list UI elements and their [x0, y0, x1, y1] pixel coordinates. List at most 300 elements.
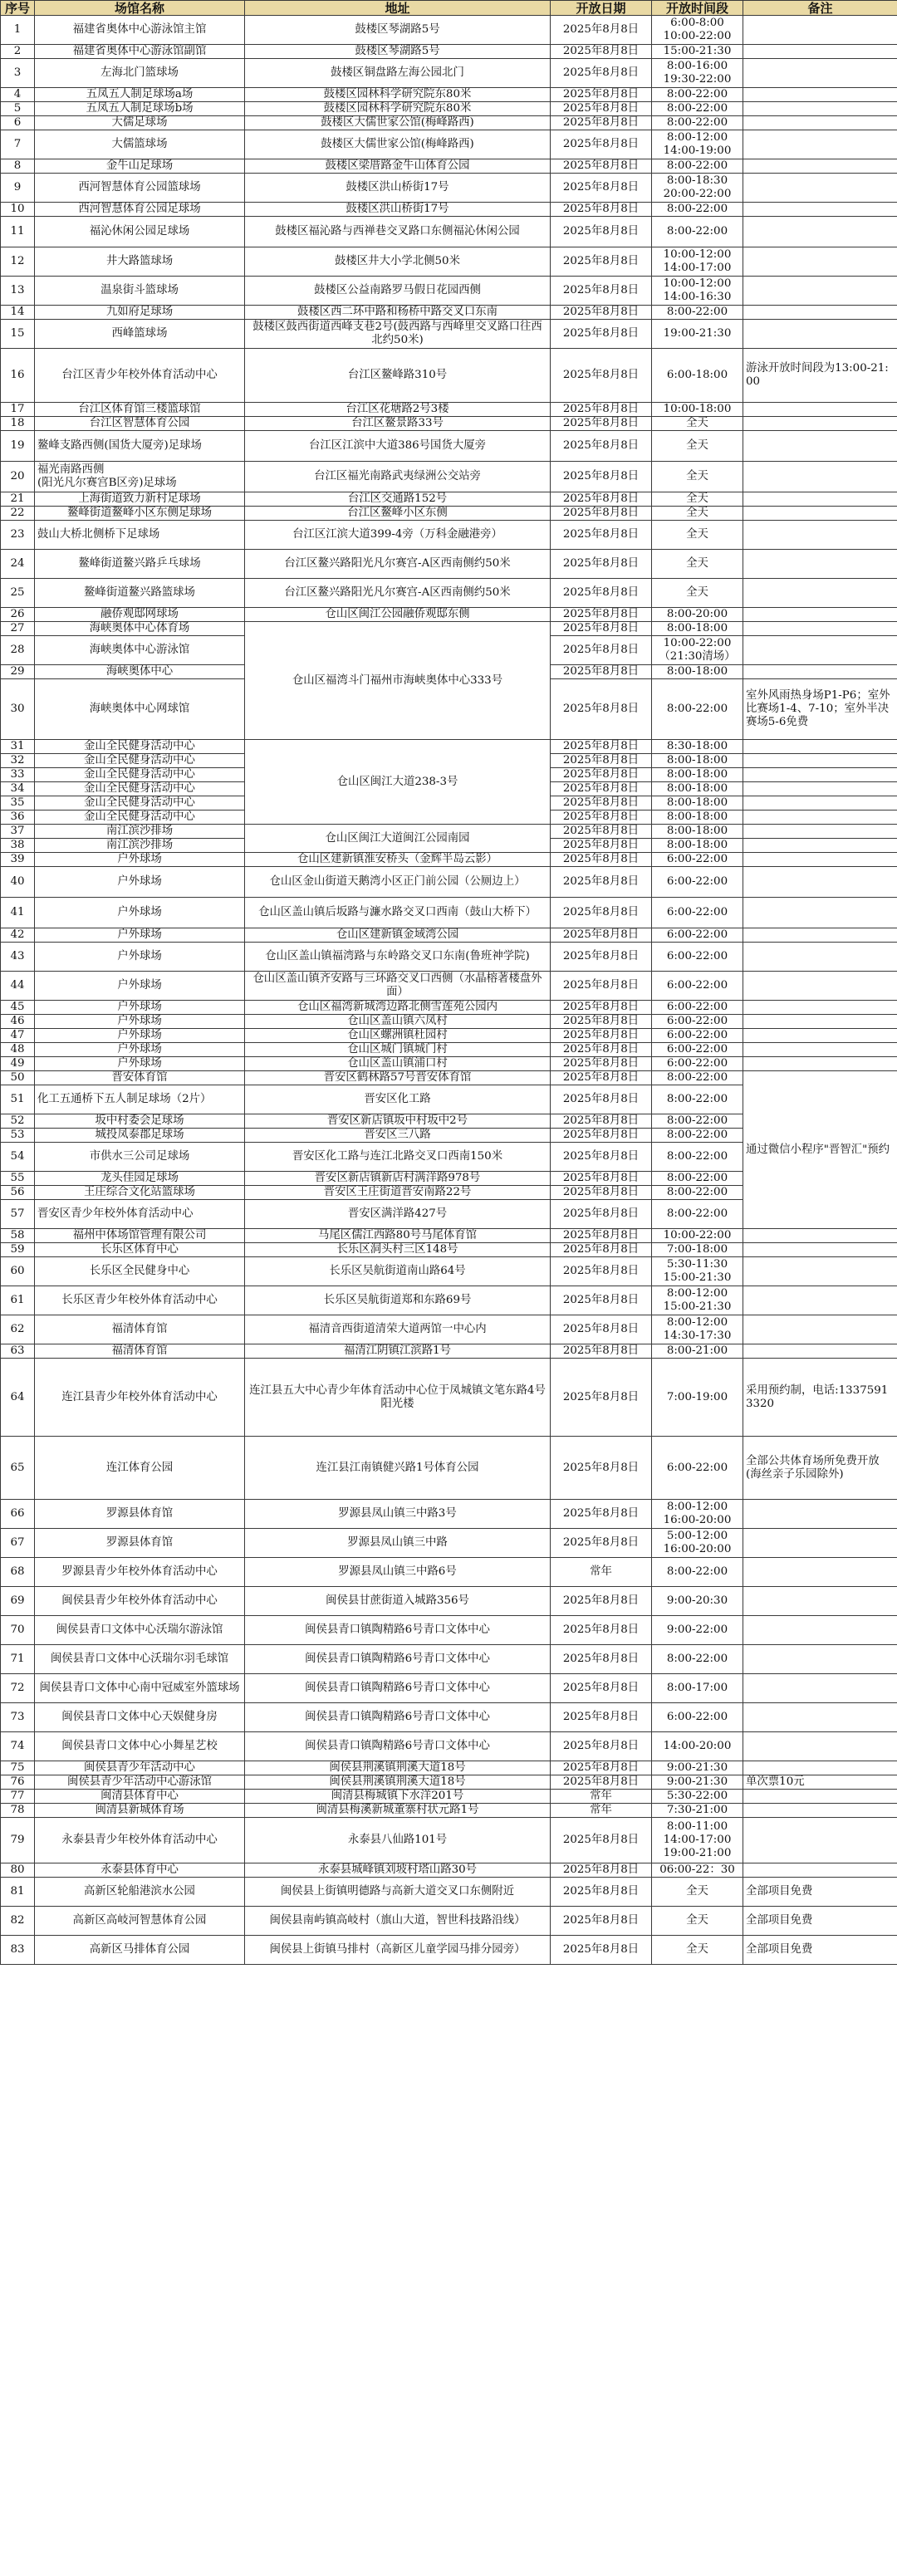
venue-name: 海峡奥体中心: [35, 665, 245, 679]
open-time: 全天: [652, 507, 743, 521]
table-row: [1, 462, 897, 492]
row-number: 50: [1, 1071, 35, 1085]
row-number: 43: [1, 943, 35, 972]
remark: [743, 972, 897, 1001]
open-date: 2025年8月8日: [551, 1043, 652, 1057]
venue-name: 高新区高岐河智慧体育公园: [35, 1907, 245, 1936]
remark: [743, 320, 897, 349]
venue-address: 仓山区建新镇淮安桥头（金辉半岛云影）: [245, 853, 551, 867]
venue-name: 福清体育馆: [35, 1315, 245, 1344]
open-date: 2025年8月8日: [551, 320, 652, 349]
row-number: 65: [1, 1437, 35, 1500]
venue-name: 五凤五人制足球场a场: [35, 88, 245, 102]
row-number: 3: [1, 59, 35, 88]
remark: [743, 1645, 897, 1674]
row-number: 14: [1, 306, 35, 320]
open-date: 2025年8月8日: [551, 1936, 652, 1965]
open-date: 2025年8月8日: [551, 1315, 652, 1344]
open-date: 2025年8月8日: [551, 102, 652, 116]
remark: 全部公共体育场所免费开放(海丝亲子乐园除外): [743, 1437, 897, 1500]
venue-address: 仓山区螺洲镇杜园村: [245, 1029, 551, 1043]
venue-address: 福清音西街道清荣大道两馆一中心内: [245, 1315, 551, 1344]
table-row: [1, 16, 897, 45]
open-time: 8:00-17:00: [652, 1674, 743, 1703]
table-row: [1, 203, 897, 217]
venue-name: 海峡奥体中心体育场: [35, 622, 245, 636]
open-time: 5:30-22:00: [652, 1790, 743, 1804]
venue-name: 连江体育公园: [35, 1437, 245, 1500]
open-time: 全天: [652, 417, 743, 431]
remark: [743, 431, 897, 462]
open-date: 2025年8月8日: [551, 403, 652, 417]
open-time: 15:00-21:30: [652, 45, 743, 59]
table-row: [1, 1878, 897, 1907]
row-number: 42: [1, 928, 35, 943]
venue-name: 户外球场: [35, 853, 245, 867]
open-date: 2025年8月8日: [551, 928, 652, 943]
open-time: 全天: [652, 462, 743, 492]
table-row: [1, 972, 897, 1001]
venue-address: 仓山区建新镇金域湾公园: [245, 928, 551, 943]
open-time: 19:00-21:30: [652, 320, 743, 349]
open-time: 6:00-22:00: [652, 1029, 743, 1043]
table-row: [1, 1043, 897, 1057]
open-time: 8:00-18:00: [652, 754, 743, 768]
table-row: [1, 88, 897, 102]
row-number: 32: [1, 754, 35, 768]
venue-name: 福沁休闲公园足球场: [35, 217, 245, 247]
remark: [743, 1229, 897, 1243]
open-date: 2025年8月8日: [551, 306, 652, 320]
table-row: [1, 174, 897, 203]
row-number: 29: [1, 665, 35, 679]
venue-name: 九如府足球场: [35, 306, 245, 320]
row-number: 56: [1, 1186, 35, 1200]
venue-address: 长乐区吴航街道南山路64号: [245, 1257, 551, 1286]
open-date: 2025年8月8日: [551, 1703, 652, 1732]
row-number: 15: [1, 320, 35, 349]
open-time: 6:00-22:00: [652, 1001, 743, 1015]
open-time: 8:00-22:00: [652, 1558, 743, 1587]
remark: [743, 1587, 897, 1616]
table-row: [1, 277, 897, 306]
open-time: 8:00-12:00 15:00-21:30: [652, 1286, 743, 1315]
column-header: 备注: [743, 1, 897, 16]
venue-name: 户外球场: [35, 1001, 245, 1015]
remark: [743, 898, 897, 928]
venue-address: 晋安区化工路: [245, 1085, 551, 1114]
row-number: 81: [1, 1878, 35, 1907]
open-date: 2025年8月8日: [551, 1587, 652, 1616]
open-date: 2025年8月8日: [551, 116, 652, 130]
table-row: [1, 217, 897, 247]
venue-name: 西河智慧体育公园足球场: [35, 203, 245, 217]
table-row: [1, 431, 897, 462]
open-date: 2025年8月8日: [551, 521, 652, 550]
table-row: [1, 740, 897, 754]
row-number: 49: [1, 1057, 35, 1071]
venue-name: 金山全民健身活动中心: [35, 768, 245, 782]
venue-name: 金山全民健身活动中心: [35, 754, 245, 768]
table-row: [1, 928, 897, 943]
row-number: 71: [1, 1645, 35, 1674]
venue-name: 闽侯县青少年校外体育活动中心: [35, 1587, 245, 1616]
venue-address: 闽侯县甘蔗街道入城路356号: [245, 1587, 551, 1616]
open-time: 10:00-12:00 14:00-17:00: [652, 247, 743, 277]
venue-address: 闽侯县青口镇陶精路6号青口文体中心: [245, 1674, 551, 1703]
venue-address: 鼓楼区大儒世家公馆(梅峰路西): [245, 130, 551, 159]
open-date: 2025年8月8日: [551, 1200, 652, 1229]
venue-address: 仓山区盖山镇福湾路与东岭路交叉口东南(鲁班神学院): [245, 943, 551, 972]
open-date: 2025年8月8日: [551, 1071, 652, 1085]
table-row: [1, 1732, 897, 1761]
row-number: 9: [1, 174, 35, 203]
remark: [743, 825, 897, 839]
open-date: 2025年8月8日: [551, 853, 652, 867]
remark: [743, 1863, 897, 1878]
remark: [743, 1804, 897, 1818]
open-date: 2025年8月8日: [551, 665, 652, 679]
open-time: 8:00-16:00 19:30-22:00: [652, 59, 743, 88]
remark: [743, 1315, 897, 1344]
remark: [743, 1674, 897, 1703]
open-time: 8:00-22:00: [652, 1645, 743, 1674]
venue-address: 台江区花塘路2号3楼: [245, 403, 551, 417]
open-date: 2025年8月8日: [551, 507, 652, 521]
open-date: 2025年8月8日: [551, 1143, 652, 1172]
open-time: 8:00-21:00: [652, 1344, 743, 1359]
open-date: 2025年8月8日: [551, 431, 652, 462]
venue-address: 闽侯县青口镇陶精路6号青口文体中心: [245, 1732, 551, 1761]
row-number: 23: [1, 521, 35, 550]
remark: [743, 462, 897, 492]
row-number: 40: [1, 867, 35, 898]
venue-name: 闽侯县青口文体中心沃瑞尔游泳馆: [35, 1616, 245, 1645]
table-row: [1, 403, 897, 417]
table-row: [1, 1286, 897, 1315]
open-date: 2025年8月8日: [551, 636, 652, 665]
table-header-row: [1, 1, 897, 16]
venue-name: 大儒篮球场: [35, 130, 245, 159]
row-number: 54: [1, 1143, 35, 1172]
table-row: [1, 1558, 897, 1587]
remark: [743, 417, 897, 431]
venue-address: 台江区鳌景路33号: [245, 417, 551, 431]
open-date: 2025年8月8日: [551, 1437, 652, 1500]
venue-name: 福清体育馆: [35, 1344, 245, 1359]
table-row: [1, 825, 897, 839]
row-number: 53: [1, 1129, 35, 1143]
open-time: 6:00-22:00: [652, 928, 743, 943]
remark: [743, 277, 897, 306]
open-date: 2025年8月8日: [551, 417, 652, 431]
venue-name: 福建省奥体中心游泳馆主馆: [35, 16, 245, 45]
venue-address: 仓山区盖山镇后坂路与濂水路交叉口西南（鼓山大桥下）: [245, 898, 551, 928]
remark: [743, 796, 897, 811]
open-date: 2025年8月8日: [551, 203, 652, 217]
row-number: 8: [1, 159, 35, 174]
open-date: 2025年8月8日: [551, 462, 652, 492]
venue-address: 台江区鳌峰小区东侧: [245, 507, 551, 521]
venue-address: 晋安区三八路: [245, 1129, 551, 1143]
venue-address: 罗源县凤山镇三中路: [245, 1529, 551, 1558]
table-row: [1, 1790, 897, 1804]
row-number: 51: [1, 1085, 35, 1114]
row-number: 68: [1, 1558, 35, 1587]
open-date: 2025年8月8日: [551, 1529, 652, 1558]
venue-address: 仓山区福湾新城湾边路北侧雪莲苑公园内: [245, 1001, 551, 1015]
venue-address: 鼓楼区铜盘路左海公园北门: [245, 59, 551, 88]
open-time: 5:00-12:00 16:00-20:00: [652, 1529, 743, 1558]
row-number: 39: [1, 853, 35, 867]
venue-address: 长乐区吴航街道郑和东路69号: [245, 1286, 551, 1315]
venue-address: 鼓楼区洪山桥街17号: [245, 174, 551, 203]
row-number: 62: [1, 1315, 35, 1344]
remark: [743, 579, 897, 608]
row-number: 78: [1, 1804, 35, 1818]
remark: [743, 306, 897, 320]
table-row: [1, 1863, 897, 1878]
table-row: [1, 45, 897, 59]
row-number: 44: [1, 972, 35, 1001]
remark: [743, 45, 897, 59]
open-time: 5:30-11:30 15:00-21:30: [652, 1257, 743, 1286]
venue-name: 长乐区青少年校外体育活动中心: [35, 1286, 245, 1315]
open-date: 2025年8月8日: [551, 59, 652, 88]
remark: [743, 1761, 897, 1775]
remark: [743, 608, 897, 622]
venue-address: 罗源县凤山镇三中路6号: [245, 1558, 551, 1587]
open-date: 2025年8月8日: [551, 1907, 652, 1936]
remark: [743, 88, 897, 102]
table-row: [1, 1057, 897, 1071]
venue-name: 鳌峰支路西侧(国货大厦旁)足球场: [35, 431, 245, 462]
table-row: [1, 1243, 897, 1257]
open-date: 2025年8月8日: [551, 45, 652, 59]
venue-name: 户外球场: [35, 898, 245, 928]
remark: [743, 1500, 897, 1529]
venue-name: 闽侯县青口文体中心沃瑞尔羽毛球馆: [35, 1645, 245, 1674]
venue-address: 马尾区儒江西路80号马尾体育馆: [245, 1229, 551, 1243]
open-date: 2025年8月8日: [551, 1674, 652, 1703]
remark: [743, 943, 897, 972]
open-date: 2025年8月8日: [551, 1114, 652, 1129]
open-date: 2025年8月8日: [551, 88, 652, 102]
venue-name: 户外球场: [35, 1015, 245, 1029]
open-date: 常年: [551, 1558, 652, 1587]
row-number: 63: [1, 1344, 35, 1359]
open-date: 2025年8月8日: [551, 1732, 652, 1761]
open-time: 8:00-22:00: [652, 1085, 743, 1114]
venue-address: 永泰县城峰镇刘坡村塔山路30号: [245, 1863, 551, 1878]
venue-address: 闽清县梅溪新城董寨村状元路1号: [245, 1804, 551, 1818]
venue-name: 大儒足球场: [35, 116, 245, 130]
row-number: 22: [1, 507, 35, 521]
venue-address: 鼓楼区洪山桥街17号: [245, 203, 551, 217]
open-time: 8:00-22:00: [652, 1200, 743, 1229]
open-date: 2025年8月8日: [551, 768, 652, 782]
open-time: 8:00-18:00: [652, 796, 743, 811]
open-time: 8:00-22:00: [652, 306, 743, 320]
open-date: 2025年8月8日: [551, 1243, 652, 1257]
open-time: 8:00-18:00: [652, 839, 743, 853]
remark: [743, 1243, 897, 1257]
open-date: 2025年8月8日: [551, 1172, 652, 1186]
open-date: 常年: [551, 1790, 652, 1804]
row-number: 83: [1, 1936, 35, 1965]
column-header: 序号: [1, 1, 35, 16]
row-number: 12: [1, 247, 35, 277]
row-number: 13: [1, 277, 35, 306]
table-row: [1, 1761, 897, 1775]
open-time: 10:00-12:00 14:00-16:30: [652, 277, 743, 306]
remark: 全部项目免费: [743, 1936, 897, 1965]
row-number: 58: [1, 1229, 35, 1243]
table-row: [1, 867, 897, 898]
venue-address: 闽侯县青口镇陶精路6号青口文体中心: [245, 1645, 551, 1674]
venue-name: 龙头佳园足球场: [35, 1172, 245, 1186]
remark: [743, 768, 897, 782]
venue-address: 鼓楼区梁厝路金牛山体育公园: [245, 159, 551, 174]
venue-name: 市供水三公司足球场: [35, 1143, 245, 1172]
venue-name: 闽侯县青少年活动中心: [35, 1761, 245, 1775]
table-row: [1, 943, 897, 972]
venue-address: 永泰县八仙路101号: [245, 1818, 551, 1863]
row-number: 31: [1, 740, 35, 754]
venue-address: 仓山区金山街道天鹅湾小区正门前公园（公厕边上）: [245, 867, 551, 898]
open-time: 8:00-12:00 16:00-20:00: [652, 1500, 743, 1529]
table-row: [1, 1804, 897, 1818]
venue-name: 左海北门篮球场: [35, 59, 245, 88]
venue-name: 福光南路西侧 (阳光凡尔赛宫B区旁)足球场: [35, 462, 245, 492]
row-number: 48: [1, 1043, 35, 1057]
row-number: 28: [1, 636, 35, 665]
venue-address: 闽清县梅城镇下水洋201号: [245, 1790, 551, 1804]
open-date: 2025年8月8日: [551, 1359, 652, 1437]
table-row: [1, 1315, 897, 1344]
venue-name: 金山全民健身活动中心: [35, 740, 245, 754]
open-time: 8:00-22:00: [652, 203, 743, 217]
venue-address: 台江区交通路152号: [245, 492, 551, 507]
row-number: 36: [1, 811, 35, 825]
venue-name: 户外球场: [35, 972, 245, 1001]
open-time: 8:00-22:00: [652, 1143, 743, 1172]
remark: [743, 811, 897, 825]
open-time: 6:00-22:00: [652, 1015, 743, 1029]
open-date: 2025年8月8日: [551, 1057, 652, 1071]
venue-name: 永泰县青少年校外体育活动中心: [35, 1818, 245, 1863]
open-time: 8:30-18:00: [652, 740, 743, 754]
venue-name: 户外球场: [35, 1029, 245, 1043]
remark: [743, 159, 897, 174]
open-date: 2025年8月8日: [551, 1344, 652, 1359]
venue-name: 福州中体场馆管理有限公司: [35, 1229, 245, 1243]
open-time: 8:00-18:00: [652, 768, 743, 782]
table-row: [1, 492, 897, 507]
venue-address: 闽侯县上街镇明德路与高新大道交叉口东侧附近: [245, 1878, 551, 1907]
table-row: [1, 247, 897, 277]
row-number: 11: [1, 217, 35, 247]
table-row: [1, 159, 897, 174]
open-date: 2025年8月8日: [551, 972, 652, 1001]
open-time: 8:00-18:00: [652, 622, 743, 636]
venue-name: 闽侯县青口文体中心天娱健身房: [35, 1703, 245, 1732]
venue-address: 鼓楼区大儒世家公馆(梅峰路西): [245, 116, 551, 130]
remark: [743, 853, 897, 867]
row-number: 55: [1, 1172, 35, 1186]
remark: [743, 867, 897, 898]
venue-name: 鳌峰街道鳌兴路乒乓球场: [35, 550, 245, 579]
row-number: 2: [1, 45, 35, 59]
row-number: 74: [1, 1732, 35, 1761]
open-time: 10:00-18:00: [652, 403, 743, 417]
row-number: 35: [1, 796, 35, 811]
open-time: 6:00-18:00: [652, 349, 743, 403]
remark: [743, 521, 897, 550]
row-number: 60: [1, 1257, 35, 1286]
open-date: 2025年8月8日: [551, 943, 652, 972]
table-row: [1, 1775, 897, 1790]
open-time: 6:00-22:00: [652, 1057, 743, 1071]
venue-name: 闽侯县青少年活动中心游泳馆: [35, 1775, 245, 1790]
venue-name: 台江区青少年校外体育活动中心: [35, 349, 245, 403]
venue-address: 台江区鳌兴路阳光凡尔赛宫-A区西南侧约50米: [245, 550, 551, 579]
row-number: 16: [1, 349, 35, 403]
venue-address: 闽侯县南屿镇高岐村（旗山大道，智世科技路沿线）: [245, 1907, 551, 1936]
table-row: [1, 1500, 897, 1529]
row-number: 33: [1, 768, 35, 782]
open-time: 8:00-11:00 14:00-17:00 19:00-21:00: [652, 1818, 743, 1863]
venue-address: 仓山区盖山镇齐安路与三环路交叉口西侧（水晶榕著楼盘外面）: [245, 972, 551, 1001]
venue-name: 罗源县体育馆: [35, 1529, 245, 1558]
venue-name: 户外球场: [35, 943, 245, 972]
row-number: 72: [1, 1674, 35, 1703]
remark: [743, 1001, 897, 1015]
table-row: [1, 320, 897, 349]
row-number: 30: [1, 679, 35, 740]
venue-address: 鼓楼区园林科学研究院东80米: [245, 102, 551, 116]
remark: [743, 116, 897, 130]
venue-address: 闽侯县上街镇马排村（高新区儿童学园马排分园旁）: [245, 1936, 551, 1965]
open-date: 2025年8月8日: [551, 1500, 652, 1529]
row-number: 59: [1, 1243, 35, 1257]
open-time: 8:00-18:00: [652, 811, 743, 825]
row-number: 61: [1, 1286, 35, 1315]
open-time: 全天: [652, 1936, 743, 1965]
remark: [743, 217, 897, 247]
open-time: 10:00-22:00: [652, 1229, 743, 1243]
venue-address: 仓山区闽江公园融侨观邸东侧: [245, 608, 551, 622]
venue-name: 温泉街斗篮球场: [35, 277, 245, 306]
open-time: 全天: [652, 1907, 743, 1936]
row-number: 17: [1, 403, 35, 417]
remark: [743, 1015, 897, 1029]
venue-name: 连江县青少年校外体育活动中心: [35, 1359, 245, 1437]
row-number: 7: [1, 130, 35, 159]
table-row: [1, 898, 897, 928]
venue-address: 闽侯县青口镇陶精路6号青口文体中心: [245, 1616, 551, 1645]
table-row: [1, 1907, 897, 1936]
remark: [743, 1818, 897, 1863]
open-time: 8:00-12:00 14:30-17:30: [652, 1315, 743, 1344]
venue-name: 金山全民健身活动中心: [35, 782, 245, 796]
venue-name: 闽清县体育中心: [35, 1790, 245, 1804]
venue-name: 闽清县新城体育场: [35, 1804, 245, 1818]
venue-address: 晋安区王庄街道晋安南路22号: [245, 1186, 551, 1200]
open-time: 全天: [652, 431, 743, 462]
open-date: 2025年8月8日: [551, 898, 652, 928]
column-header: 场馆名称: [35, 1, 245, 16]
